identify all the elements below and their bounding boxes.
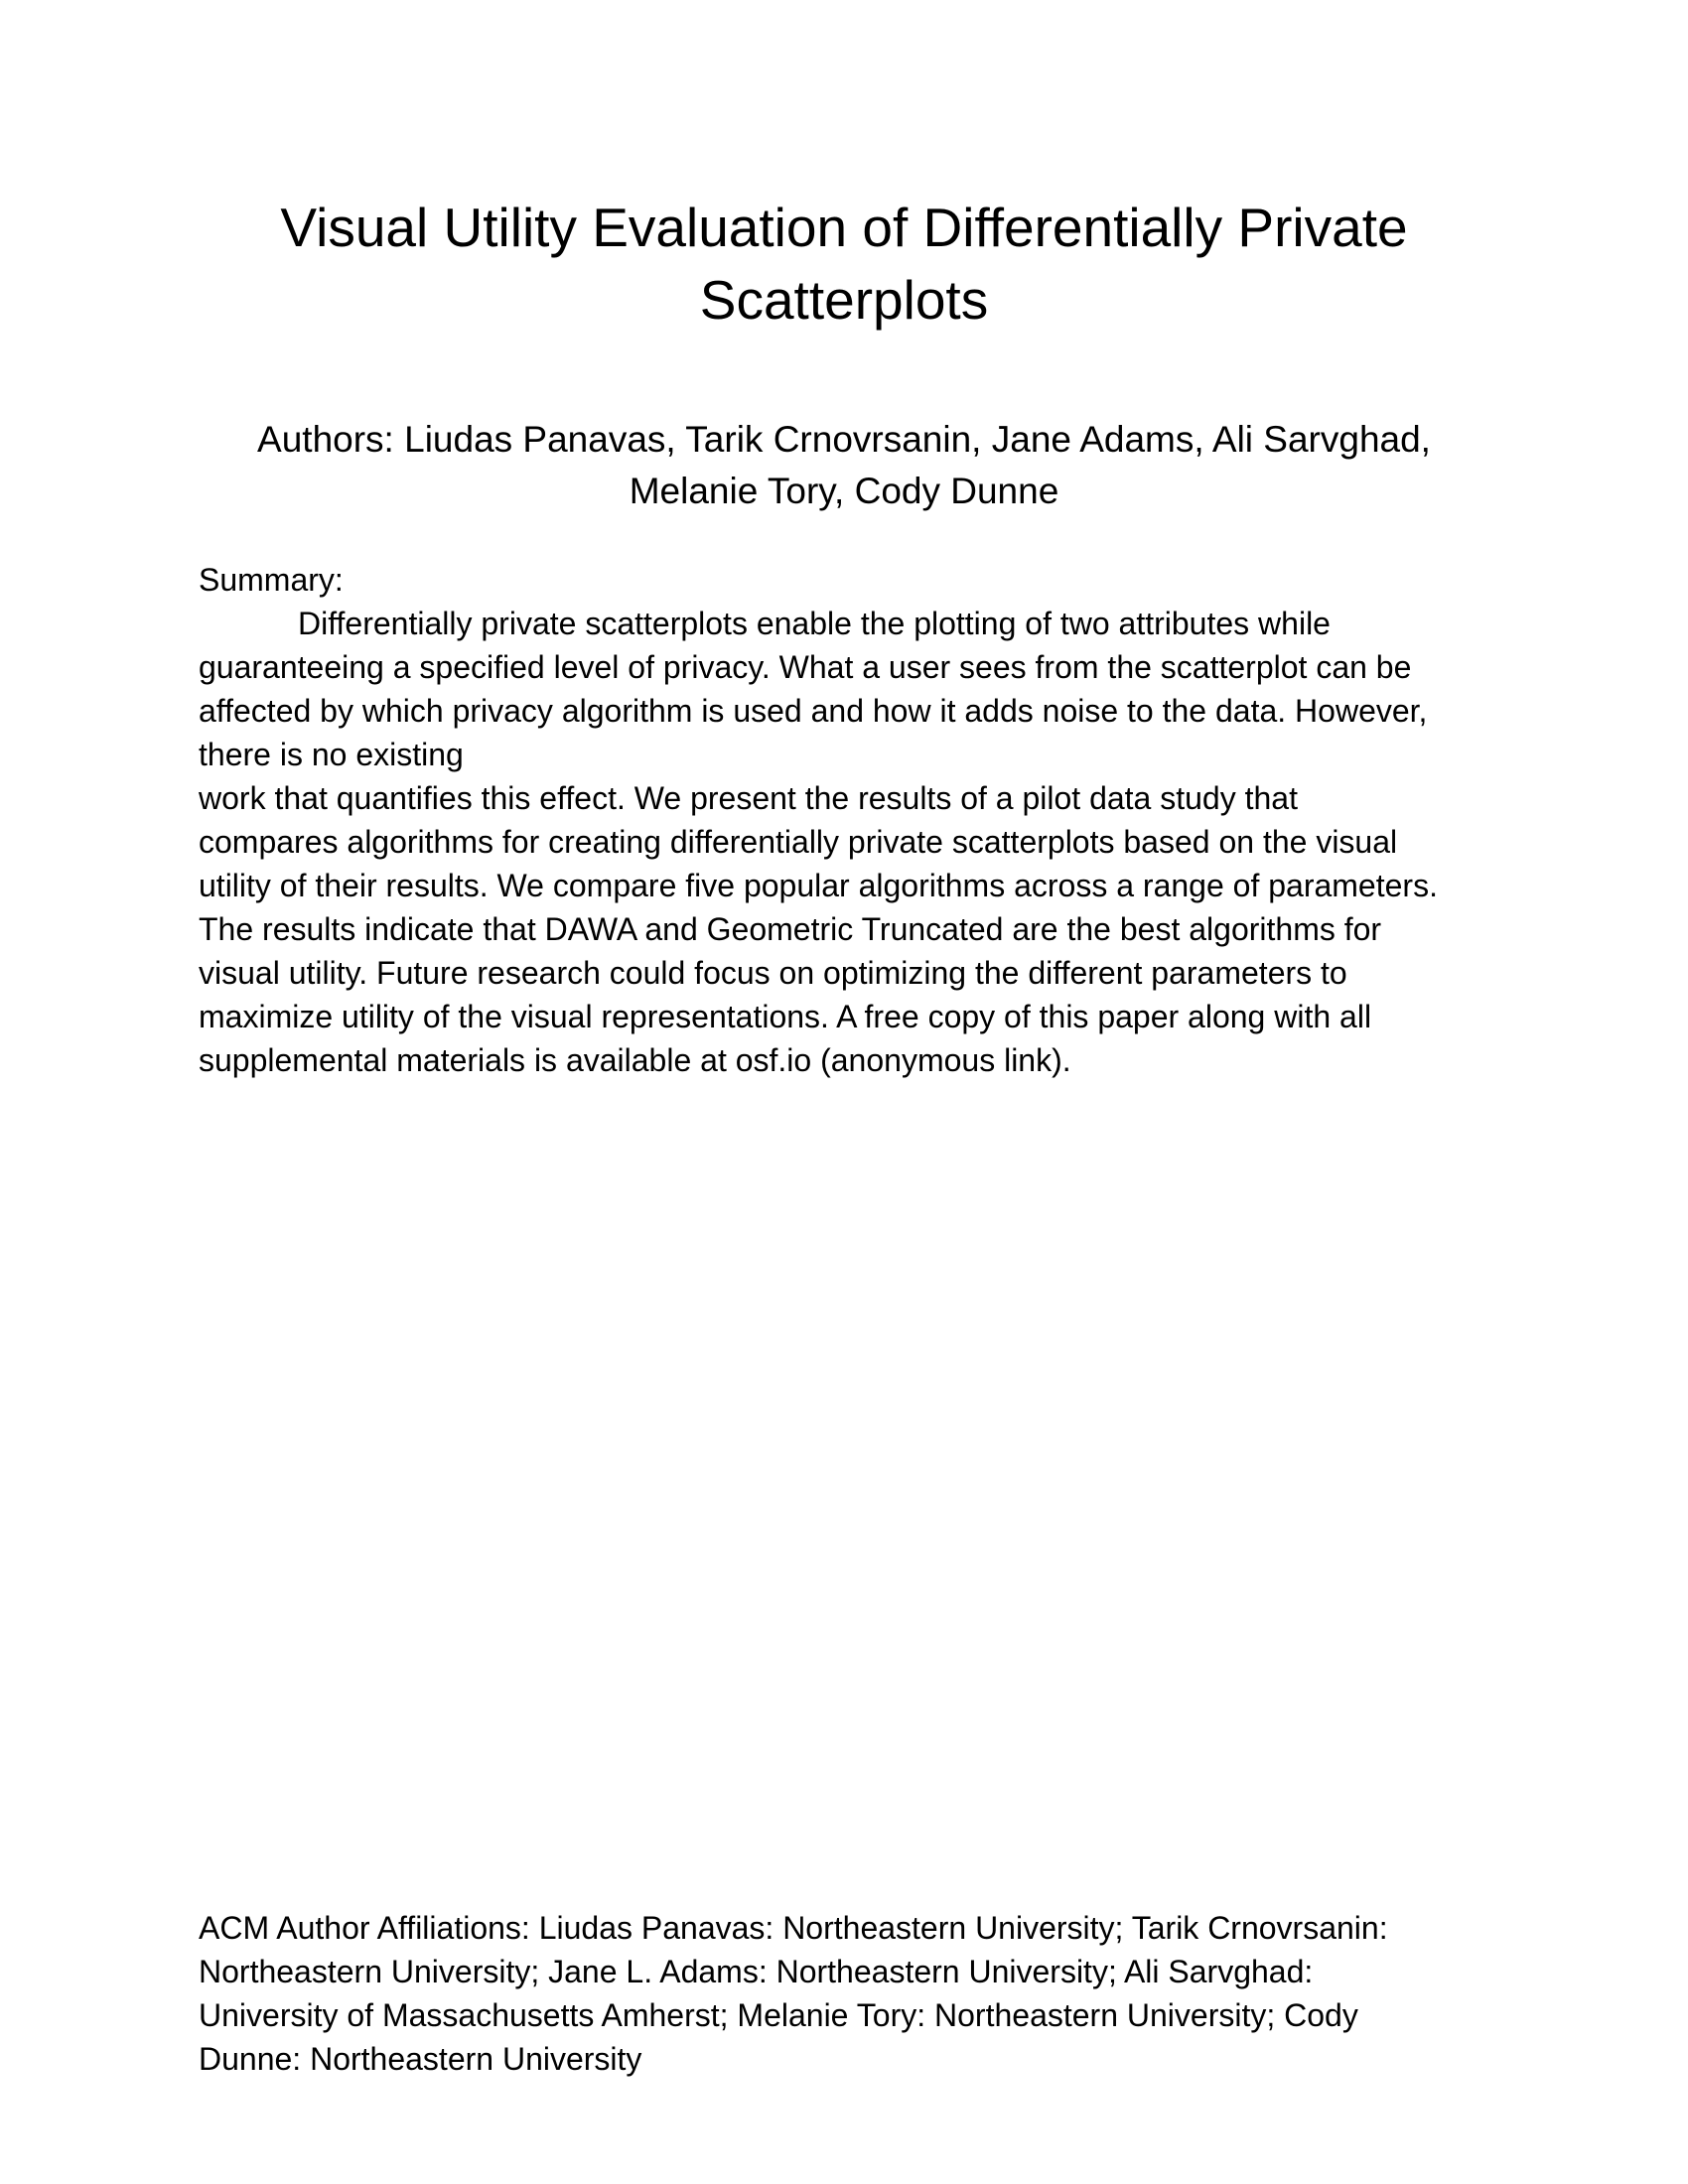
- summary-line: The results indicate that DAWA and Geometric Truncated are the best algorithms for: [199, 911, 1382, 947]
- summary-line: work that quantifies this effect. We present the results of a pilot data study that: [199, 780, 1298, 816]
- affiliations-line: Dunne: Northeastern University: [199, 2041, 642, 2077]
- authors-line: Melanie Tory, Cody Dunne: [629, 471, 1059, 511]
- affiliations-line: ACM Author Affiliations: Liudas Panavas: Northeastern University; Tarik Crnovrsanin:: [199, 1910, 1388, 1946]
- summary-paragraph: [199, 602, 1489, 1082]
- summary-line: there is no existing: [199, 737, 464, 772]
- summary-line: supplemental materials is available at osf.io (anonymous link).: [199, 1042, 1071, 1078]
- authors-line: Authors: Liudas Panavas, Tarik Crnovrsanin, Jane Adams, Ali Sarvghad,: [257, 419, 1431, 460]
- affiliations-line: Northeastern University; Jane L. Adams: Northeastern University; Ali Sarvghad:: [199, 1954, 1314, 1989]
- summary-line: compares algorithms for creating differentially private scatterplots based on the visual: [199, 824, 1398, 860]
- author-list: [199, 414, 1489, 517]
- author-affiliations: [199, 1906, 1489, 2081]
- summary-line: visual utility. Future research could focus on optimizing the different parameters to: [199, 955, 1347, 991]
- summary-line: maximize utility of the visual representations. A free copy of this paper along with all: [199, 999, 1372, 1034]
- summary-line: guaranteeing a specified level of privacy. What a user sees from the scatterplot can be: [199, 649, 1412, 685]
- summary-heading: Summary:: [199, 562, 344, 598]
- paper-title: [199, 192, 1489, 337]
- title-line: Visual Utility Evaluation of Differentially Private: [280, 197, 1408, 258]
- summary-line: Differentially private scatterplots enable the plotting of two attributes while: [298, 606, 1331, 641]
- summary-line: affected by which privacy algorithm is used and how it adds noise to the data. However,: [199, 693, 1428, 729]
- summary-line: utility of their results. We compare five popular algorithms across a range of parameters.: [199, 868, 1438, 903]
- title-line: Scatterplots: [699, 269, 989, 331]
- affiliations-line: University of Massachusetts Amherst; Melanie Tory: Northeastern University; Cody: [199, 1997, 1358, 2033]
